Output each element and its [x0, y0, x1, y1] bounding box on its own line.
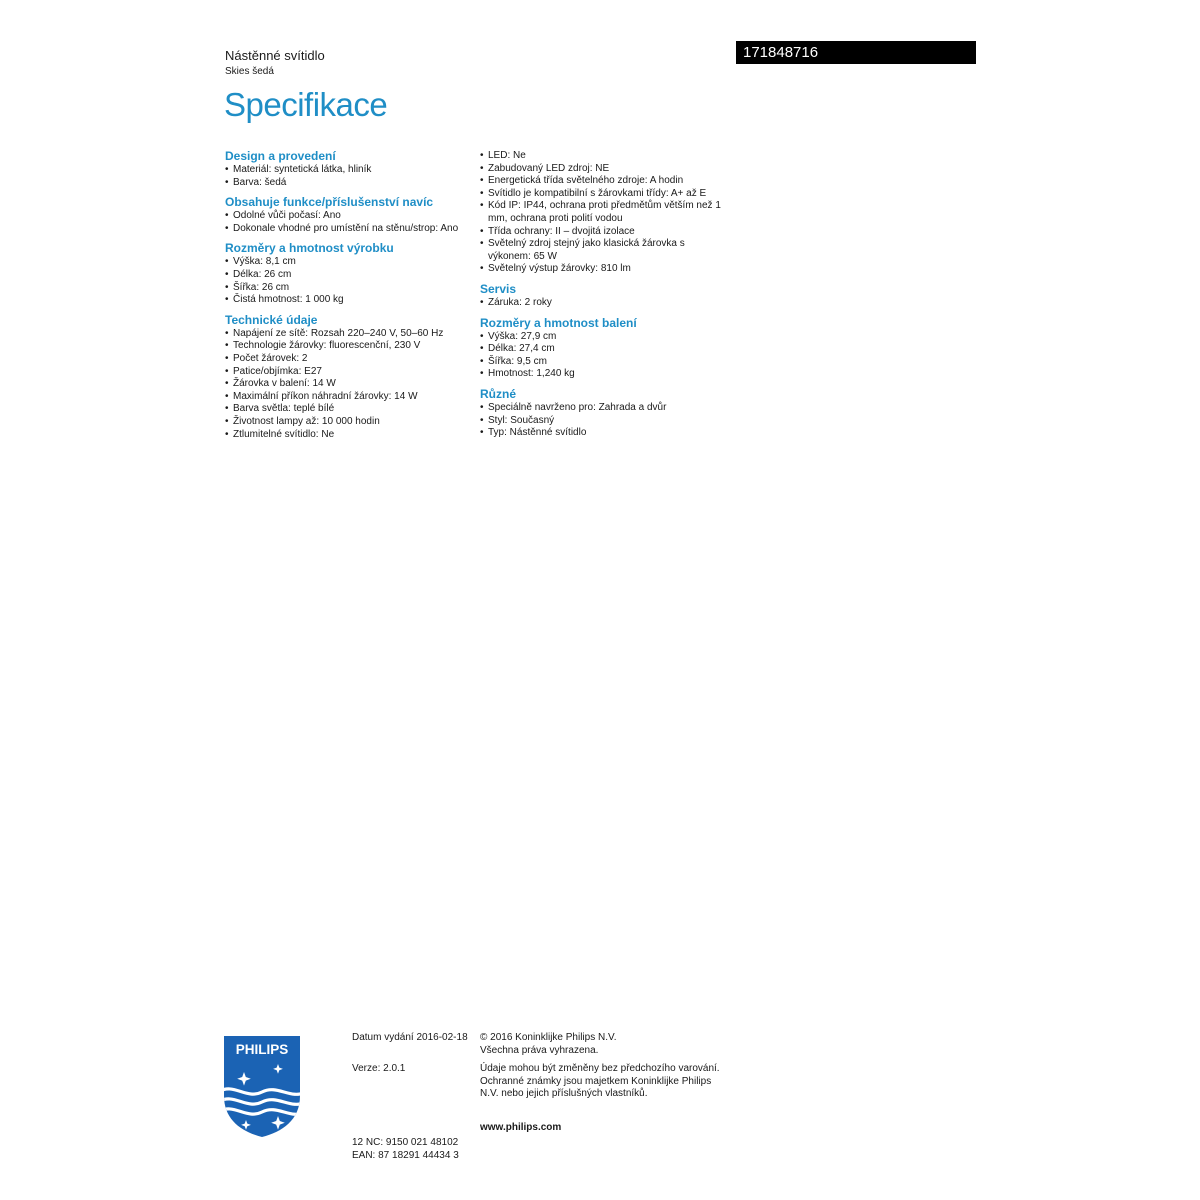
spec-item: • Speciálně navrženo pro: Zahrada a dvůr	[480, 402, 725, 415]
spec-column-right	[480, 150, 725, 447]
spec-list	[225, 328, 475, 441]
website-link[interactable]: www.philips.com	[480, 1122, 562, 1133]
spec-list	[480, 331, 725, 381]
section-heading: Rozměry a hmotnost výrobku	[225, 241, 394, 256]
spec-item: • Hmotnost: 1,240 kg	[480, 368, 725, 381]
spec-item: • Zabudovaný LED zdroj: NE	[480, 163, 725, 176]
spec-item: • Barva: šedá	[225, 177, 475, 190]
spec-item: • Počet žárovek: 2	[225, 353, 475, 366]
spec-item: • Žárovka v balení: 14 W	[225, 378, 475, 391]
spec-item: • Délka: 27,4 cm	[480, 343, 725, 356]
spec-item: • Čistá hmotnost: 1 000 kg	[225, 294, 475, 307]
spec-item: • Patice/objímka: E27	[225, 366, 475, 379]
spec-column-left	[225, 150, 475, 448]
copyright: © 2016 Koninklijke Philips N.V.	[480, 1032, 617, 1043]
spec-item: • Styl: Současný	[480, 415, 725, 428]
spec-section	[225, 314, 475, 441]
spec-item: • Výška: 8,1 cm	[225, 256, 475, 269]
spec-list	[225, 164, 475, 189]
spec-item: • Odolné vůči počasí: Ano	[225, 210, 475, 223]
spec-section	[480, 388, 725, 440]
spec-list	[225, 210, 475, 235]
spec-item: • Napájení ze sítě: Rozsah 220–240 V, 50–60 Hz	[225, 328, 475, 341]
philips-shield-logo	[222, 1034, 302, 1139]
nc-code: 12 NC: 9150 021 48102	[352, 1137, 459, 1148]
product-title: Nástěnné svítidlo	[225, 48, 325, 63]
rights-reserved: Všechna práva vyhrazena.	[480, 1045, 599, 1056]
spec-item: • Délka: 26 cm	[225, 269, 475, 282]
section-heading: Různé	[480, 386, 516, 401]
spec-item: • Barva světla: teplé bílé	[225, 403, 475, 416]
spec-section	[225, 242, 475, 306]
spec-section	[225, 150, 475, 189]
spec-item: • Typ: Nástěnné svítidlo	[480, 427, 725, 440]
spec-item: • Šířka: 9,5 cm	[480, 356, 725, 369]
spec-item: • Světelný zdroj stejný jako klasická žárovka s výkonem: 65 W	[480, 238, 725, 263]
section-heading: Obsahuje funkce/příslušenství navíc	[225, 195, 434, 210]
spec-item: • Životnost lampy až: 10 000 hodin	[225, 416, 475, 429]
spec-item: • Ztlumitelné svítidlo: Ne	[225, 429, 475, 442]
version: Verze: 2.0.1	[352, 1063, 406, 1074]
section-heading: Design a provedení	[225, 149, 336, 163]
section-heading: Servis	[480, 281, 517, 296]
spec-item: • Třída ochrany: II – dvojitá izolace	[480, 226, 725, 239]
spec-item: • Maximální příkon náhradní žárovky: 14 W	[225, 391, 475, 404]
spec-section	[225, 196, 475, 235]
page-title: Specifikace	[224, 86, 388, 123]
section-heading: Rozměry a hmotnost balení	[480, 315, 637, 330]
philips-logo-text: PHILIPS	[235, 1042, 289, 1057]
spec-section	[480, 317, 725, 381]
spec-item: • Výška: 27,9 cm	[480, 331, 725, 344]
spec-list	[225, 256, 475, 306]
spec-item: • Energetická třída světelného zdroje: A hodin	[480, 175, 725, 188]
spec-item: • Šířka: 26 cm	[225, 282, 475, 295]
spec-item: • LED: Ne	[480, 150, 725, 163]
product-id-bar: 171848716	[736, 41, 976, 64]
spec-list	[480, 297, 725, 310]
spec-section	[480, 283, 725, 310]
spec-list	[480, 150, 725, 276]
spec-item: • Technologie žárovky: fluorescenční, 230 V	[225, 340, 475, 353]
spec-section	[480, 150, 725, 276]
spec-list	[480, 402, 725, 440]
spec-item: • Kód IP: IP44, ochrana proti předmětům větším než 1 mm, ochrana proti polití vodou	[480, 200, 725, 225]
spec-item: • Dokonale vhodné pro umístění na stěnu/strop: Ano	[225, 223, 475, 236]
spec-item: • Světelný výstup žárovky: 810 lm	[480, 263, 725, 276]
section-heading: Technické údaje	[225, 312, 318, 327]
spec-item: • Materiál: syntetická látka, hliník	[225, 164, 475, 177]
spec-item: • Záruka: 2 roky	[480, 297, 725, 310]
product-subtitle: Skies šedá	[225, 66, 274, 77]
ean-code: EAN: 87 18291 44434 3	[352, 1150, 459, 1161]
issue-date: Datum vydání 2016-02-18	[352, 1032, 468, 1043]
disclaimer: Údaje mohou být změněny bez předchozího varování. Ochranné známky jsou majetkem Koninklijke Philips N.V. nebo jejich příslušných vlastníků.	[480, 1063, 720, 1100]
spec-item: • Svítidlo je kompatibilní s žárovkami třídy: A+ až E	[480, 188, 725, 201]
